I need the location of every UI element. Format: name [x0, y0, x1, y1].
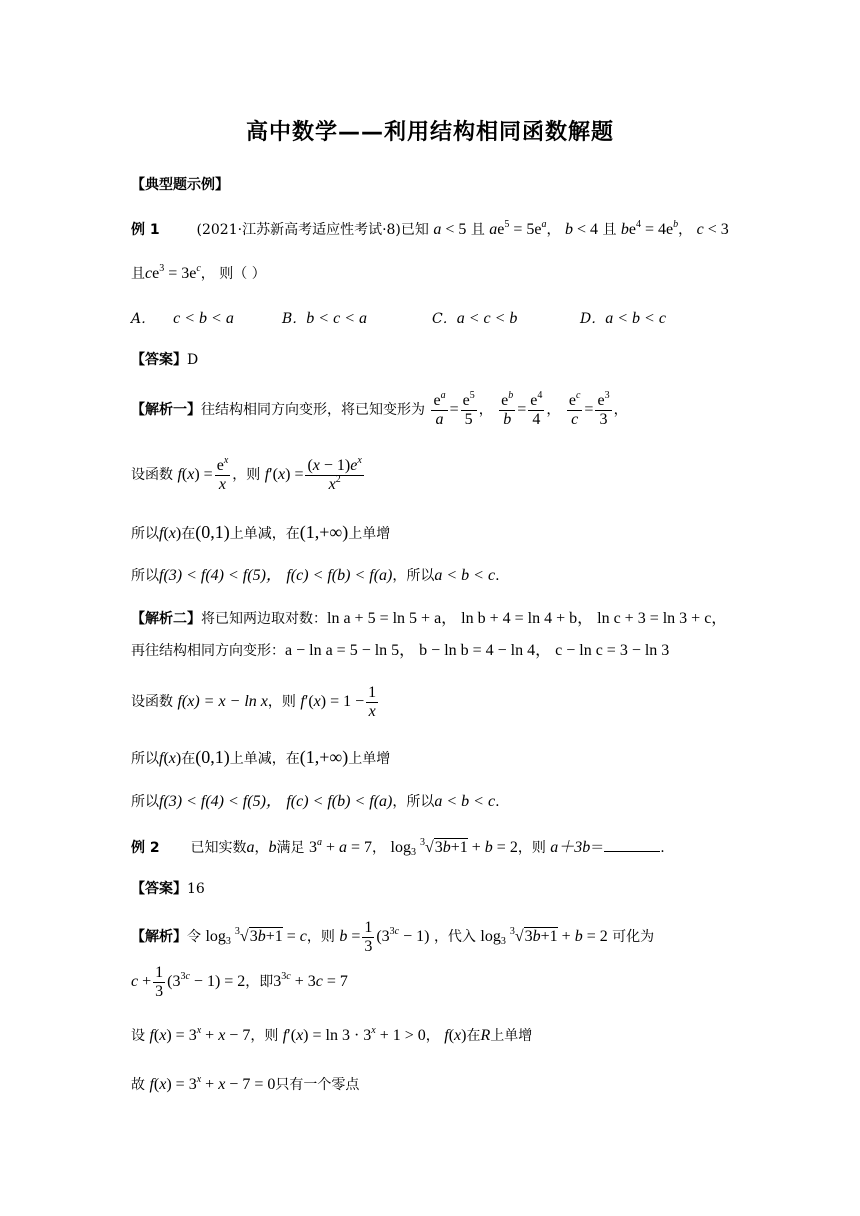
solution2-monotonic: 所以f(x)在(0,1)上单减，在(1,+∞)上单增: [131, 747, 391, 767]
example2-solution-line4: 故 $f(x) = 3^x + x - 7 = 0$只有一个零点: [131, 1074, 360, 1093]
example1-ask: ， 则（ ）: [200, 266, 266, 282]
solution2-line1: 【解析二】将已知两边取对数：ln a + 5 = ln 5 + a， ln b + 4 = ln 4 + b， ln c + 3 = ln 3 + c，: [131, 610, 728, 627]
solution2-line2: 再往结构相同方向变形：a − ln a = 5 − ln 5， b − ln b = 4 − ln 4， c − ln c = 3 − ln 3: [131, 642, 670, 659]
solution1-monotonic: 所以f(x)在(0,1)上单减，在(1,+∞)上单增: [131, 522, 391, 542]
answer-blank: [604, 839, 660, 852]
page-title: 高中数学——利用结构相同函数解题: [245, 120, 614, 145]
example1-source: (2021·江苏新高考适应性考试·8)已知: [196, 222, 429, 238]
example2-solution-line3: 设 $f(x) = 3^x + x - 7$，则 $f'(x) = \ln 3 \cdot 3^x + 1 > 0$， f(x)在R上单增: [131, 1025, 533, 1044]
section-heading: 【典型题示例】: [131, 177, 229, 193]
example2-statement: 例 2 已知实数a，b满足 $3^a + a = 7$， $\log_3 ^3√3b+1 + b = 2$，则 a＋3b＝ .: [131, 837, 665, 858]
solution1-line1: 【解析一】往结构相同方向变形，将已知变形为 $\frac{e^a}{a}$ = $\frac{e^5}{5}$ ， $\frac{e^b}{b}$ = $\frac{e^4}{4}$ ， $\frac{e^c}{c}$ = $\frac{e^3}{3}$ ，: [131, 389, 628, 428]
solution2-function: 设函数 f(x) = x − ln x，则 f′(x) = 1 − $\frac{1}{x}$: [131, 683, 377, 720]
option-c: C．a < c < b: [432, 310, 518, 327]
example1-line1: 例 1 (2021·江苏新高考适应性考试·8)已知 a < 5 且 $ae^5 = 5e^a$， b < 4 且 $be^4 = 4e^b$， c < 3: [131, 219, 729, 238]
example1-line2: 且$ce^3 = 3e^c$， 则（ ）: [131, 263, 266, 282]
example2-answer: 【答案】16: [131, 881, 205, 897]
option-a: A． c < b < a: [131, 310, 234, 327]
solution2-conclusion: 所以f(3) < f(4) < f(5)， f(c) < f(b) < f(a)，所以a < b < c.: [131, 793, 500, 810]
option-d: D．a < b < c: [580, 310, 666, 327]
option-b: B．b < c < a: [282, 310, 367, 327]
solution1-conclusion: 所以f(3) < f(4) < f(5)， f(c) < f(b) < f(a)，所以a < b < c.: [131, 567, 500, 584]
solution1-function: 设函数 f(x) = $\frac{e^x}{x}$ ，则 f′(x) = $\frac{(x - 1)e^x}{x^2}$: [131, 454, 362, 493]
example2-label: 例 2: [131, 840, 160, 856]
example1-answer: 【答案】D: [131, 352, 199, 368]
example2-solution-line1: 【解析】令 $\log_3 ^3√3b+1 = c$，则 b = $\frac{1}{3}$ $(3^{3c} - 1)$ ，代入 $\log_3 ^3√3b+1 + b = 2$ 可化为: [131, 918, 655, 955]
example1-label: 例 1: [131, 222, 160, 238]
example2-solution-line2: c + $\frac{1}{3}$ $(3^{3c} - 1) = 2$，即$3^{3c} + 3c = 7$: [131, 963, 348, 1000]
